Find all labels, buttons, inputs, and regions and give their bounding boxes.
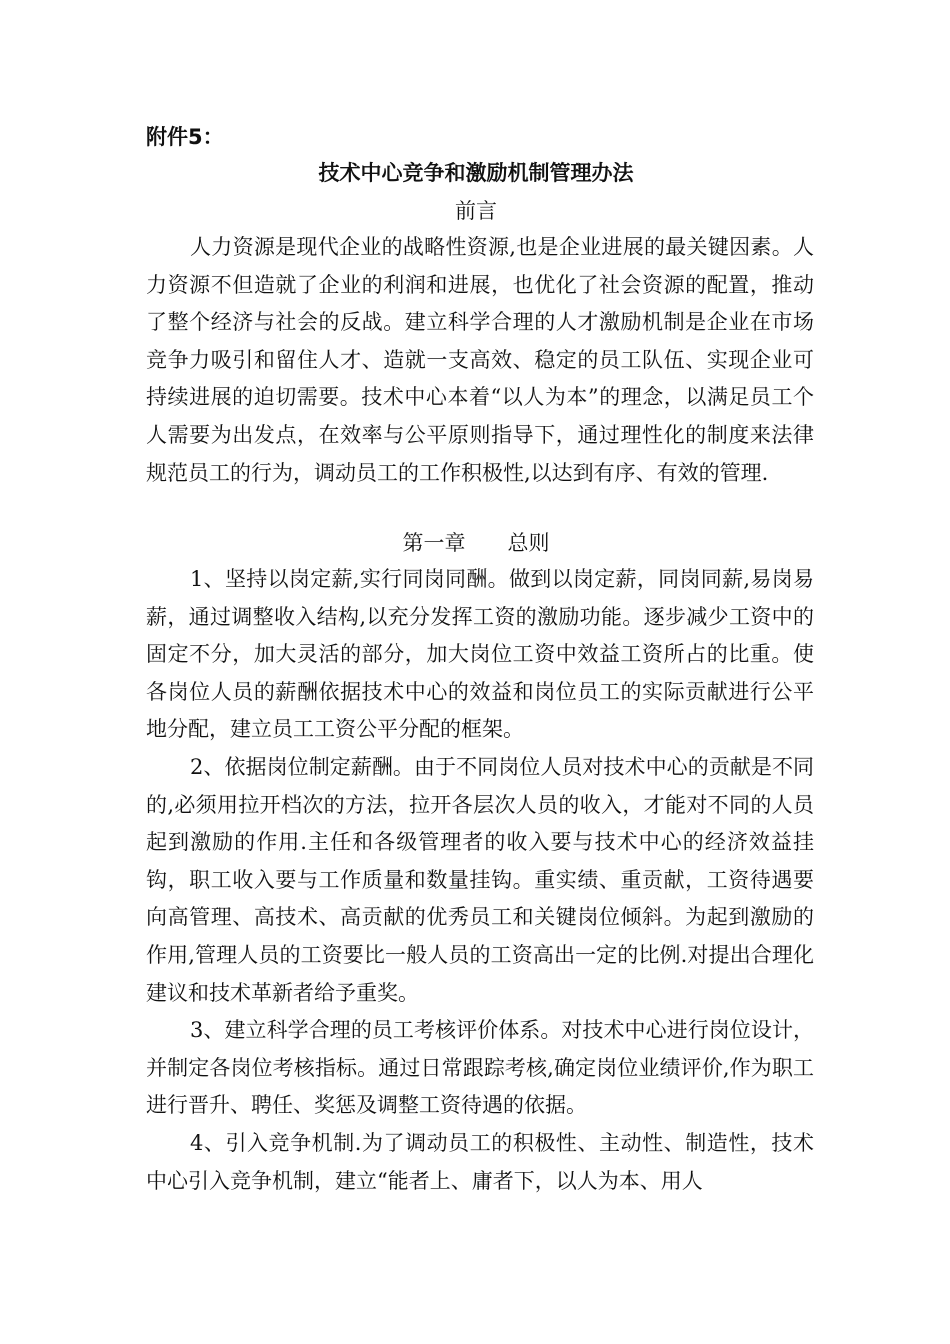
attachment-label: 附件5： — [146, 125, 224, 149]
chapter-paragraph: 4、引入竞争机制.为了调动员工的积极性、主动性、制造性，技术中心引入竞争机制，建立“能者上、庸者下，以人为本、用人 — [146, 1130, 814, 1193]
document-title: 技术中心竞争和激励机制管理办法 — [318, 161, 634, 185]
chapter-paragraph: 3、建立科学合理的员工考核评价体系。对技术中心进行岗位设计，并制定各岗位考核指标。通过日常跟踪考核,确定岗位业绩评价,作为职工进行晋升、聘任、奖惩及调整工资待遇的依据。 — [146, 1018, 814, 1118]
chapter-body — [146, 561, 814, 1200]
preface-body — [146, 229, 814, 492]
preface-paragraph: 人力资源是现代企业的战略性资源,也是企业进展的最关键因素。人力资源不但造就了企业的利润和进展，也优化了社会资源的配置，推动了整个经济与社会的反战。建立科学合理的人才激励机制是企业在市场竞争力吸引和留住人才、造就一支高效、稳定的员工队伍、实现企业可持续进展的迫切需要。技术中心本着“以人为本”的理念，以满足员工个人需要为出发点，在效率与公平原则指导下，通过理性化的制度来法律规范员工的行为，调动员工的工作积极性,以达到有序、有效的管理. — [146, 235, 814, 485]
preface-heading: 前言 — [455, 199, 497, 223]
chapter-paragraph: 1、坚持以岗定薪,实行同岗同酬。做到以岗定薪，同岗同薪,易岗易薪，通过调整收入结构,以充分发挥工资的激励功能。逐步减少工资中的固定不分，加大灵活的部分，加大岗位工资中效益工资所占的比重。使各岗位人员的薪酬依据技术中心的效益和岗位员工的实际贡献进行公平地分配，建立员工工资公平分配的框架。 — [146, 567, 814, 742]
chapter-heading: 第一章 总则 — [402, 531, 550, 555]
chapter-paragraph: 2、依据岗位制定薪酬。由于不同岗位人员对技术中心的贡献是不同的,必须用拉开档次的方法，拉开各层次人员的收入，才能对不同的人员起到激励的作用.主任和各级管理者的收入要与技术中心的经济效益挂钩，职工收入要与工作质量和数量挂钩。重实绩、重贡献，工资待遇要向高管理、高技术、高贡献的优秀员工和关键岗位倾斜。为起到激励的作用,管理人员的工资要比一般人员的工资高出一定的比例.对提出合理化建议和技术革新者给予重奖。 — [146, 754, 814, 1005]
